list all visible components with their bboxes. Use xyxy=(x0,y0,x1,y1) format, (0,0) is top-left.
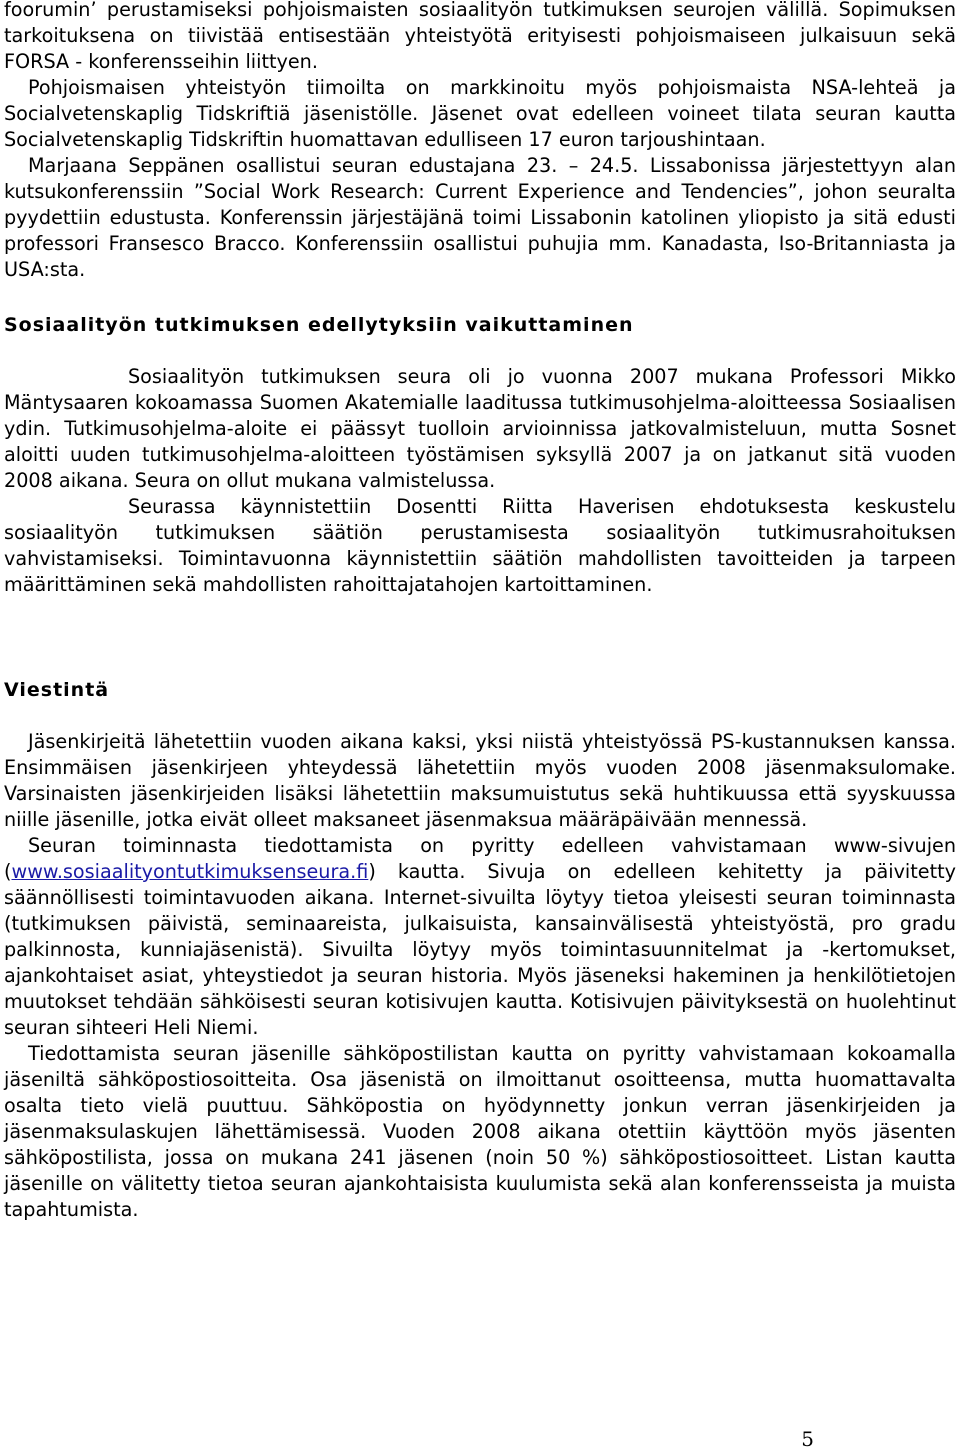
paragraph-forum-agreement: foorumin’ perustamiseksi pohjoismaisten sosiaalityön tutkimuksen seurojen välillä. Sopimuksen tarkoituksena on tiivistää entisestään yhteistyötä erityisesti pohjoismaiseen julkaisuun sekä FORSA - konferensseihin liittyen. xyxy=(4,0,956,73)
page-number: 5 xyxy=(801,1427,814,1451)
intro-text-block xyxy=(4,0,956,283)
paragraph-lisbon-conference: Marjaana Seppänen osallistui seuran edustajana 23. – 24.5. Lissabonissa järjestettyyn alan kutsukonferenssiin ”Social Work Research: Current Experience and Tendencies”, johon seuralta pyydettiin edustusta. Konferenssin järjestäjänä toimi Lissabonin katolinen yliopisto ja sitä edusti professori Fransesco Bracco. Konferenssiin osallistui puhujia mm. Kanadasta, Iso-Britanniasta ja USA:sta. xyxy=(4,154,956,281)
paragraph-research-program: Sosiaalityön tutkimuksen seura oli jo vuonna 2007 mukana Professori Mikko Mäntysaaren kokoamassa Suomen Akatemialle laaditussa tutkimusohjelma-aloitteessa Sosiaalisen ydin. Tutkimusohjelma-aloite ei päässyt tuolloin arvioinnissa jatkovalmisteluun, mutta Sosnet aloitti uuden tutkimusohjelma-aloitteen työstämisen syksyllä 2007 ja on jatkanut sitä vuoden 2008 aikana. Seura on ollut mukana valmistelussa. xyxy=(4,365,956,492)
paragraph-nordic-cooperation: Pohjoismaisen yhteistyön tiimoilta on markkinoitu myös pohjoismaista NSA-lehteä ja Socialvetenskaplig Tidskriftiä jäsenistölle. Jäsenet ovat edelleen voineet tilata seuran kautta Socialvetenskaplig Tidskriftin huomattavan edulliseen 17 euron tarjoushintaan. xyxy=(4,76,956,151)
website-text-before: Seuran toiminnasta tiedottamista on pyritty edelleen vahvistamaan www-sivujen ( xyxy=(4,834,956,883)
communication-text-block xyxy=(4,729,956,1223)
paragraph-research-foundation: Seurassa käynnistettiin Dosentti Riitta Haverisen ehdotuksesta keskustelu sosiaalityön tutkimuksen säätiön perustamisesta sosiaalityön tutkimusrahoituksen vahvistamiseksi. Toimintavuonna käynnistettiin säätiön mahdollisten tavoitteiden ja tarpeen määrittäminen sekä mahdollisten rahoittajatahojen kartoittaminen. xyxy=(4,495,956,596)
paragraph-member-letters: Jäsenkirjeitä lähetettiin vuoden aikana kaksi, yksi niistä yhteistyössä PS-kustannuksen kanssa. Ensimmäisen jäsenkirjeen yhteydessä lähetettiin myös vuoden 2008 jäsenmaksulomake. Varsinaisten jäsenkirjeiden lisäksi lähetettiin maksumuistutus sekä huhtikuussa että syyskuussa niille jäsenille, jotka eivät olleet maksaneet jäsenmaksua määräpäivään mennessä. xyxy=(4,730,956,831)
paragraph-website xyxy=(4,833,956,1041)
research-text-block xyxy=(4,364,956,598)
website-text-after: ) kautta. Sivuja on edelleen kehitetty ja päivitetty säännöllisesti toimintavuoden aikana. Internet-sivuilta löytyy tietoa yleisesti seuran toiminnasta (tutkimuksen päivistä, seminaareista, julkaisuista, kansainvälisestä yhteistyöstä, pro gradu palkinnosta, kunniajäsenistä). Sivuilta löytyy myös toimintasuunnitelmat ja -kertomukset, ajankohtaiset asiat, yhteystiedot ja seuran historia. Myös jäseneksi hakeminen ja henkilötietojen muutokset tehdään sähköisesti seuran kotisivujen kautta. Kotisivujen päivityksestä on huolehtinut seuran sihteeri Heli Niemi. xyxy=(4,860,956,1039)
paragraph-email-list: Tiedottamista seuran jäsenille sähköpostilistan kautta on pyritty vahvistamaan kokoamalla jäseniltä sähköpostiosoitteita. Osa jäsenistä on ilmoittanut osoitteensa, mutta huomattavalta osalta tieto vielä puuttuu. Sähköpostia on hyödynnetty jonkun verran jäsenkirjeiden ja jäsenmaksulaskujen lähettämisessä. Vuoden 2008 aikana otettiin käyttöön myös jäsenten sähköpostilista, jossa on mukana 241 jäsenen (noin 50 %) sähköpostiosoitteet. Listan kautta jäsenille on välitetty tietoa seuran ajankohtaisista kuulumista sekä alan konferensseista ja muista tapahtumista. xyxy=(4,1042,956,1221)
section-heading-research: Sosiaalityön tutkimuksen edellytyksiin vaikuttaminen xyxy=(4,314,634,336)
website-link[interactable]: www.sosiaalityontutkimuksenseura.fi xyxy=(11,860,369,883)
section-heading-communication: Viestintä xyxy=(4,679,110,701)
